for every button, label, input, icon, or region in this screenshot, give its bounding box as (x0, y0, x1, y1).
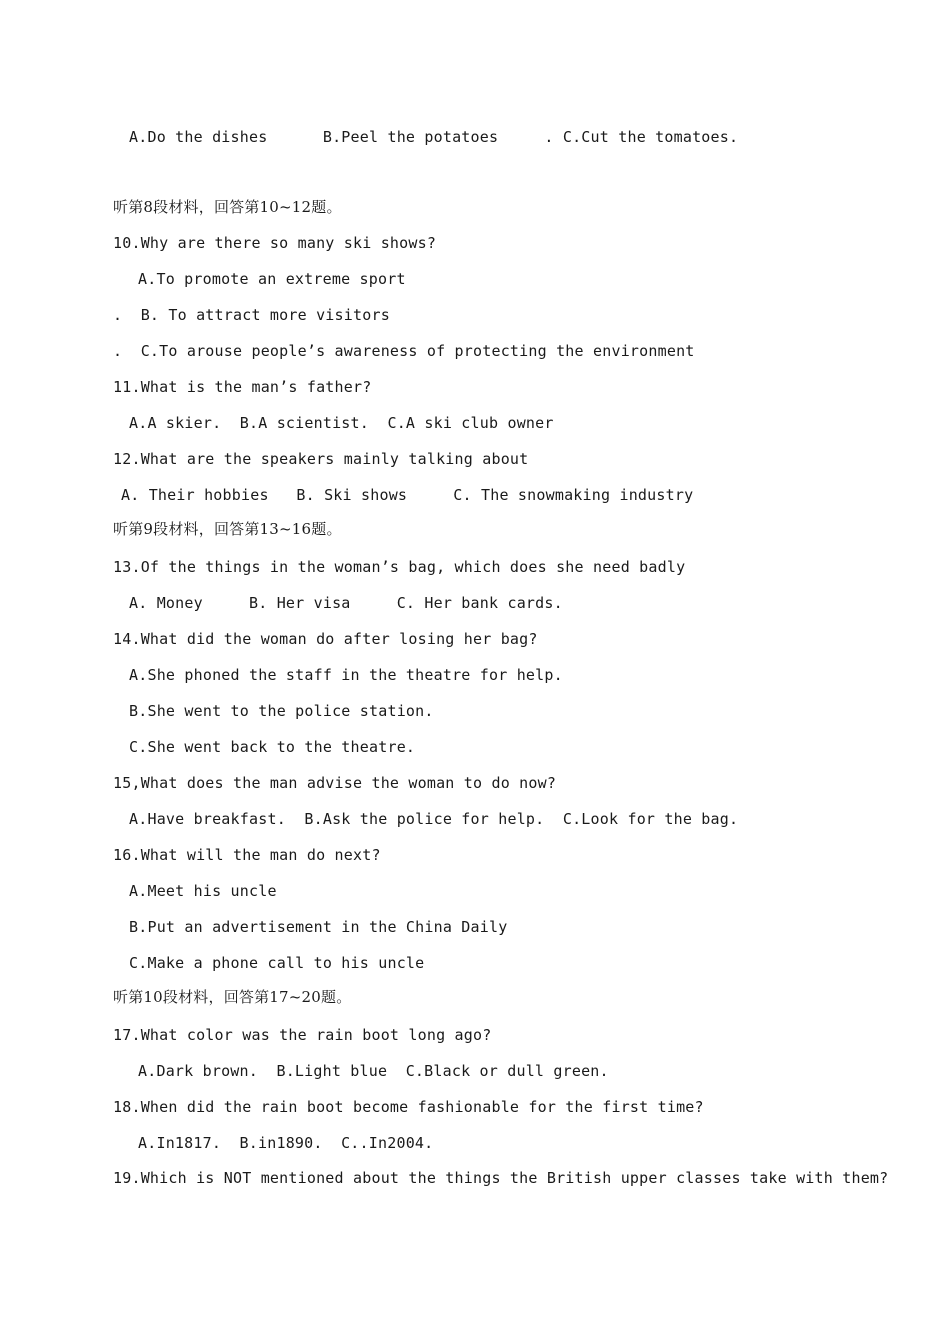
q12-options: A. Their hobbies B. Ski shows C. The snowmaking industry (121, 486, 694, 504)
q9-options: A.Do the dishes B.Peel the potatoes . C.Cut the tomatoes. (129, 128, 739, 146)
question-14: 14.What did the woman do after losing her bag? (113, 630, 538, 648)
q18-options: A.In1817. B.in1890. C..In2004. (138, 1134, 434, 1152)
section-8-instruction: 听第8段材料，回答第10~12题。 (113, 198, 342, 216)
q14-option-c: C.She went back to the theatre. (129, 738, 416, 756)
q10-option-b: . B. To attract more visitors (113, 306, 390, 324)
q14-option-a: A.She phoned the staff in the theatre for help. (129, 666, 563, 684)
question-10: 10.Why are there so many ski shows? (113, 234, 437, 252)
q16-option-a: A.Meet his uncle (129, 882, 277, 900)
q15-options: A.Have breakfast. B.Ask the police for help. C.Look for the bag. (129, 810, 739, 828)
q13-options: A. Money B. Her visa C. Her bank cards. (129, 594, 563, 612)
question-12: 12.What are the speakers mainly talking about (113, 450, 529, 468)
q16-option-c: C.Make a phone call to his uncle (129, 954, 425, 972)
question-17: 17.What color was the rain boot long ago? (113, 1026, 492, 1044)
q17-options: A.Dark brown. B.Light blue C.Black or dull green. (138, 1062, 609, 1080)
question-13: 13.Of the things in the woman’s bag, which does she need badly (113, 558, 686, 576)
q11-options: A.A skier. B.A scientist. C.A ski club owner (129, 414, 554, 432)
section-10-instruction: 听第10段材料，回答第17~20题。 (113, 988, 352, 1006)
question-15: 15,What does the man advise the woman to do now? (113, 774, 557, 792)
q10-option-c: . C.To arouse people’s awareness of protecting the environment (113, 342, 695, 360)
question-11: 11.What is the man’s father? (113, 378, 372, 396)
q16-option-b: B.Put an advertisement in the China Daily (129, 918, 508, 936)
q10-option-a: A.To promote an extreme sport (138, 270, 406, 288)
q14-option-b: B.She went to the police station. (129, 702, 434, 720)
question-16: 16.What will the man do next? (113, 846, 381, 864)
question-19: 19.Which is NOT mentioned about the things the British upper classes take with them? (113, 1169, 889, 1187)
section-9-instruction: 听第9段材料，回答第13~16题。 (113, 520, 342, 538)
question-18: 18.When did the rain boot become fashionable for the first time? (113, 1098, 704, 1116)
